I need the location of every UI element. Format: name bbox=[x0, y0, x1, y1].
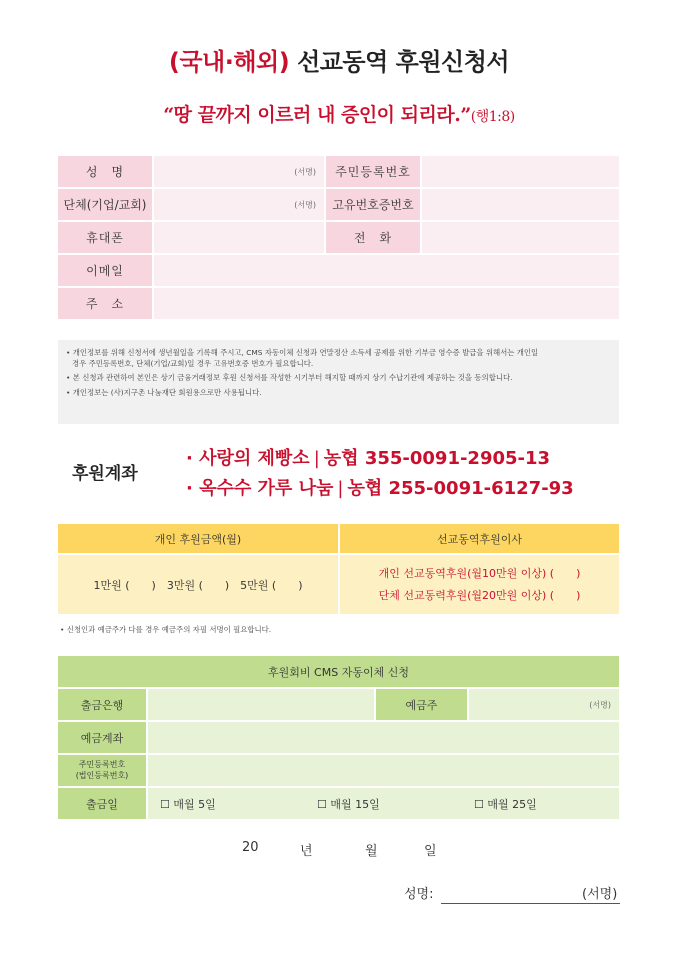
name-field[interactable] bbox=[154, 156, 324, 187]
cms-rrn-label-1: 주민등록번호 bbox=[78, 760, 126, 770]
row-rrn bbox=[58, 755, 619, 786]
separator: | bbox=[337, 478, 344, 499]
cms-rrn-label bbox=[58, 755, 146, 786]
date-year-unit: 년 bbox=[300, 844, 313, 859]
row-mobile bbox=[58, 222, 619, 253]
account-2-bank: 농협 255-0091-6127-93 bbox=[347, 478, 574, 499]
bank-field[interactable] bbox=[148, 689, 374, 720]
account-1-name: · 사랑의 제빵소 bbox=[186, 448, 310, 469]
day-option-5[interactable]: ☐ 매월 5일 bbox=[160, 797, 216, 811]
account-line-2 bbox=[186, 474, 574, 500]
signature-label: 성명: bbox=[404, 887, 434, 902]
date-year: 20 bbox=[242, 840, 259, 855]
row-withdraw-day bbox=[58, 788, 619, 819]
row-organization bbox=[58, 189, 619, 220]
title-highlight: (국내·해외) bbox=[168, 48, 290, 76]
uid-label: 고유번호증번호 bbox=[326, 189, 420, 220]
signature-field[interactable] bbox=[441, 903, 620, 904]
cms-table bbox=[58, 656, 619, 819]
phone-field[interactable] bbox=[422, 222, 619, 253]
day-option-25[interactable]: ☐ 매월 25일 bbox=[474, 797, 537, 811]
organization-label: 단체(기업/교회) bbox=[58, 189, 152, 220]
director-options[interactable] bbox=[340, 555, 619, 614]
day-option-15[interactable]: ☐ 매월 15일 bbox=[317, 797, 380, 811]
holder-label: 예금주 bbox=[376, 689, 467, 720]
account-number-field[interactable] bbox=[148, 722, 619, 753]
amount-head-director: 선교동역후원이사 bbox=[340, 524, 619, 553]
account-2-name: · 옥수수 가루 나눔 bbox=[186, 478, 334, 499]
row-email bbox=[58, 255, 619, 286]
director-personal-option[interactable]: 개인 선교동역후원(월10만원 이상) ( ) bbox=[378, 566, 581, 580]
sign-mark: (서명) bbox=[294, 200, 316, 209]
sign-mark: (서명) bbox=[589, 700, 611, 709]
amount-head-personal: 개인 후원금액(월) bbox=[58, 524, 338, 553]
mobile-label: 휴대폰 bbox=[58, 222, 152, 253]
email-field[interactable] bbox=[154, 255, 619, 286]
withdraw-day-options bbox=[148, 788, 619, 819]
amount-options[interactable]: 1만원 ( ) 3만원 ( ) 5만원 ( ) bbox=[58, 555, 338, 614]
organization-field[interactable] bbox=[154, 189, 324, 220]
notice-line: 경우 주민등록번호, 단체(기업/교회)일 경우 고유번호증 번호가 필요합니다. bbox=[72, 358, 314, 368]
account-line-1 bbox=[186, 444, 550, 470]
personal-info-table bbox=[58, 156, 619, 321]
holder-field[interactable] bbox=[469, 689, 619, 720]
row-bank bbox=[58, 689, 619, 720]
sign-mark: (서명) bbox=[294, 167, 316, 176]
account-number-label: 예금계좌 bbox=[58, 722, 146, 753]
row-name bbox=[58, 156, 619, 187]
notice-line: • 개인정보를 위해 신청서에 생년월일을 기록해 주시고, CMS 자동이체 신청과 연말정산 소득세 공제를 위한 기부금 영수증 발급을 위해서는 개인일 bbox=[66, 348, 539, 357]
email-label: 이메일 bbox=[58, 255, 152, 286]
notice-line: • 본 신청과 관련하여 본인은 상기 금융거래정보 후원 신청서를 작성한 시기부터 해지할 때까지 상기 수납기관에 제공하는 것을 동의합니다. bbox=[66, 373, 513, 383]
cms-title: 후원회비 CMS 자동이체 신청 bbox=[58, 656, 619, 687]
title-rest: 선교동역 후원신청서 bbox=[297, 48, 510, 76]
cms-rrn-field[interactable] bbox=[148, 755, 619, 786]
verse-ref: (행1:8) bbox=[470, 109, 515, 125]
date-day-unit: 일 bbox=[424, 844, 437, 859]
uid-field[interactable] bbox=[422, 189, 619, 220]
rrn-field[interactable] bbox=[422, 156, 619, 187]
address-field[interactable] bbox=[154, 288, 619, 319]
director-group-option[interactable]: 단체 선교동력후원(월20만원 이상) ( ) bbox=[378, 588, 581, 602]
signature-mark: (서명) bbox=[582, 887, 618, 902]
name-label: 성 명 bbox=[58, 156, 152, 187]
account-1-bank: 농협 355-0091-2905-13 bbox=[323, 448, 551, 469]
notice-line: • 개인정보는 (사)지구촌 나눔재단 회원용으로만 사용됩니다. bbox=[66, 388, 262, 398]
withdraw-day-label: 출금일 bbox=[58, 788, 146, 819]
form-title bbox=[0, 42, 678, 77]
rrn-label: 주민등록번호 bbox=[326, 156, 420, 187]
verse-text: “땅 끝까지 이르러 내 증인이 되리라.” bbox=[163, 104, 471, 126]
cms-rrn-label-2: (법인등록번호) bbox=[75, 770, 129, 780]
privacy-notice bbox=[58, 340, 619, 424]
amount-note: • 신청인과 예금주가 다를 경우 예금주의 자필 서명이 필요합니다. bbox=[60, 625, 272, 634]
bible-verse bbox=[0, 100, 678, 127]
donation-amount-table bbox=[58, 524, 619, 614]
phone-label: 전 화 bbox=[326, 222, 420, 253]
mobile-field[interactable] bbox=[154, 222, 324, 253]
account-label: 후원계좌 bbox=[72, 464, 138, 484]
separator: | bbox=[313, 448, 320, 469]
bank-label: 출금은행 bbox=[58, 689, 146, 720]
row-address bbox=[58, 288, 619, 319]
date-month-unit: 월 bbox=[365, 844, 378, 859]
address-label: 주 소 bbox=[58, 288, 152, 319]
row-account bbox=[58, 722, 619, 753]
